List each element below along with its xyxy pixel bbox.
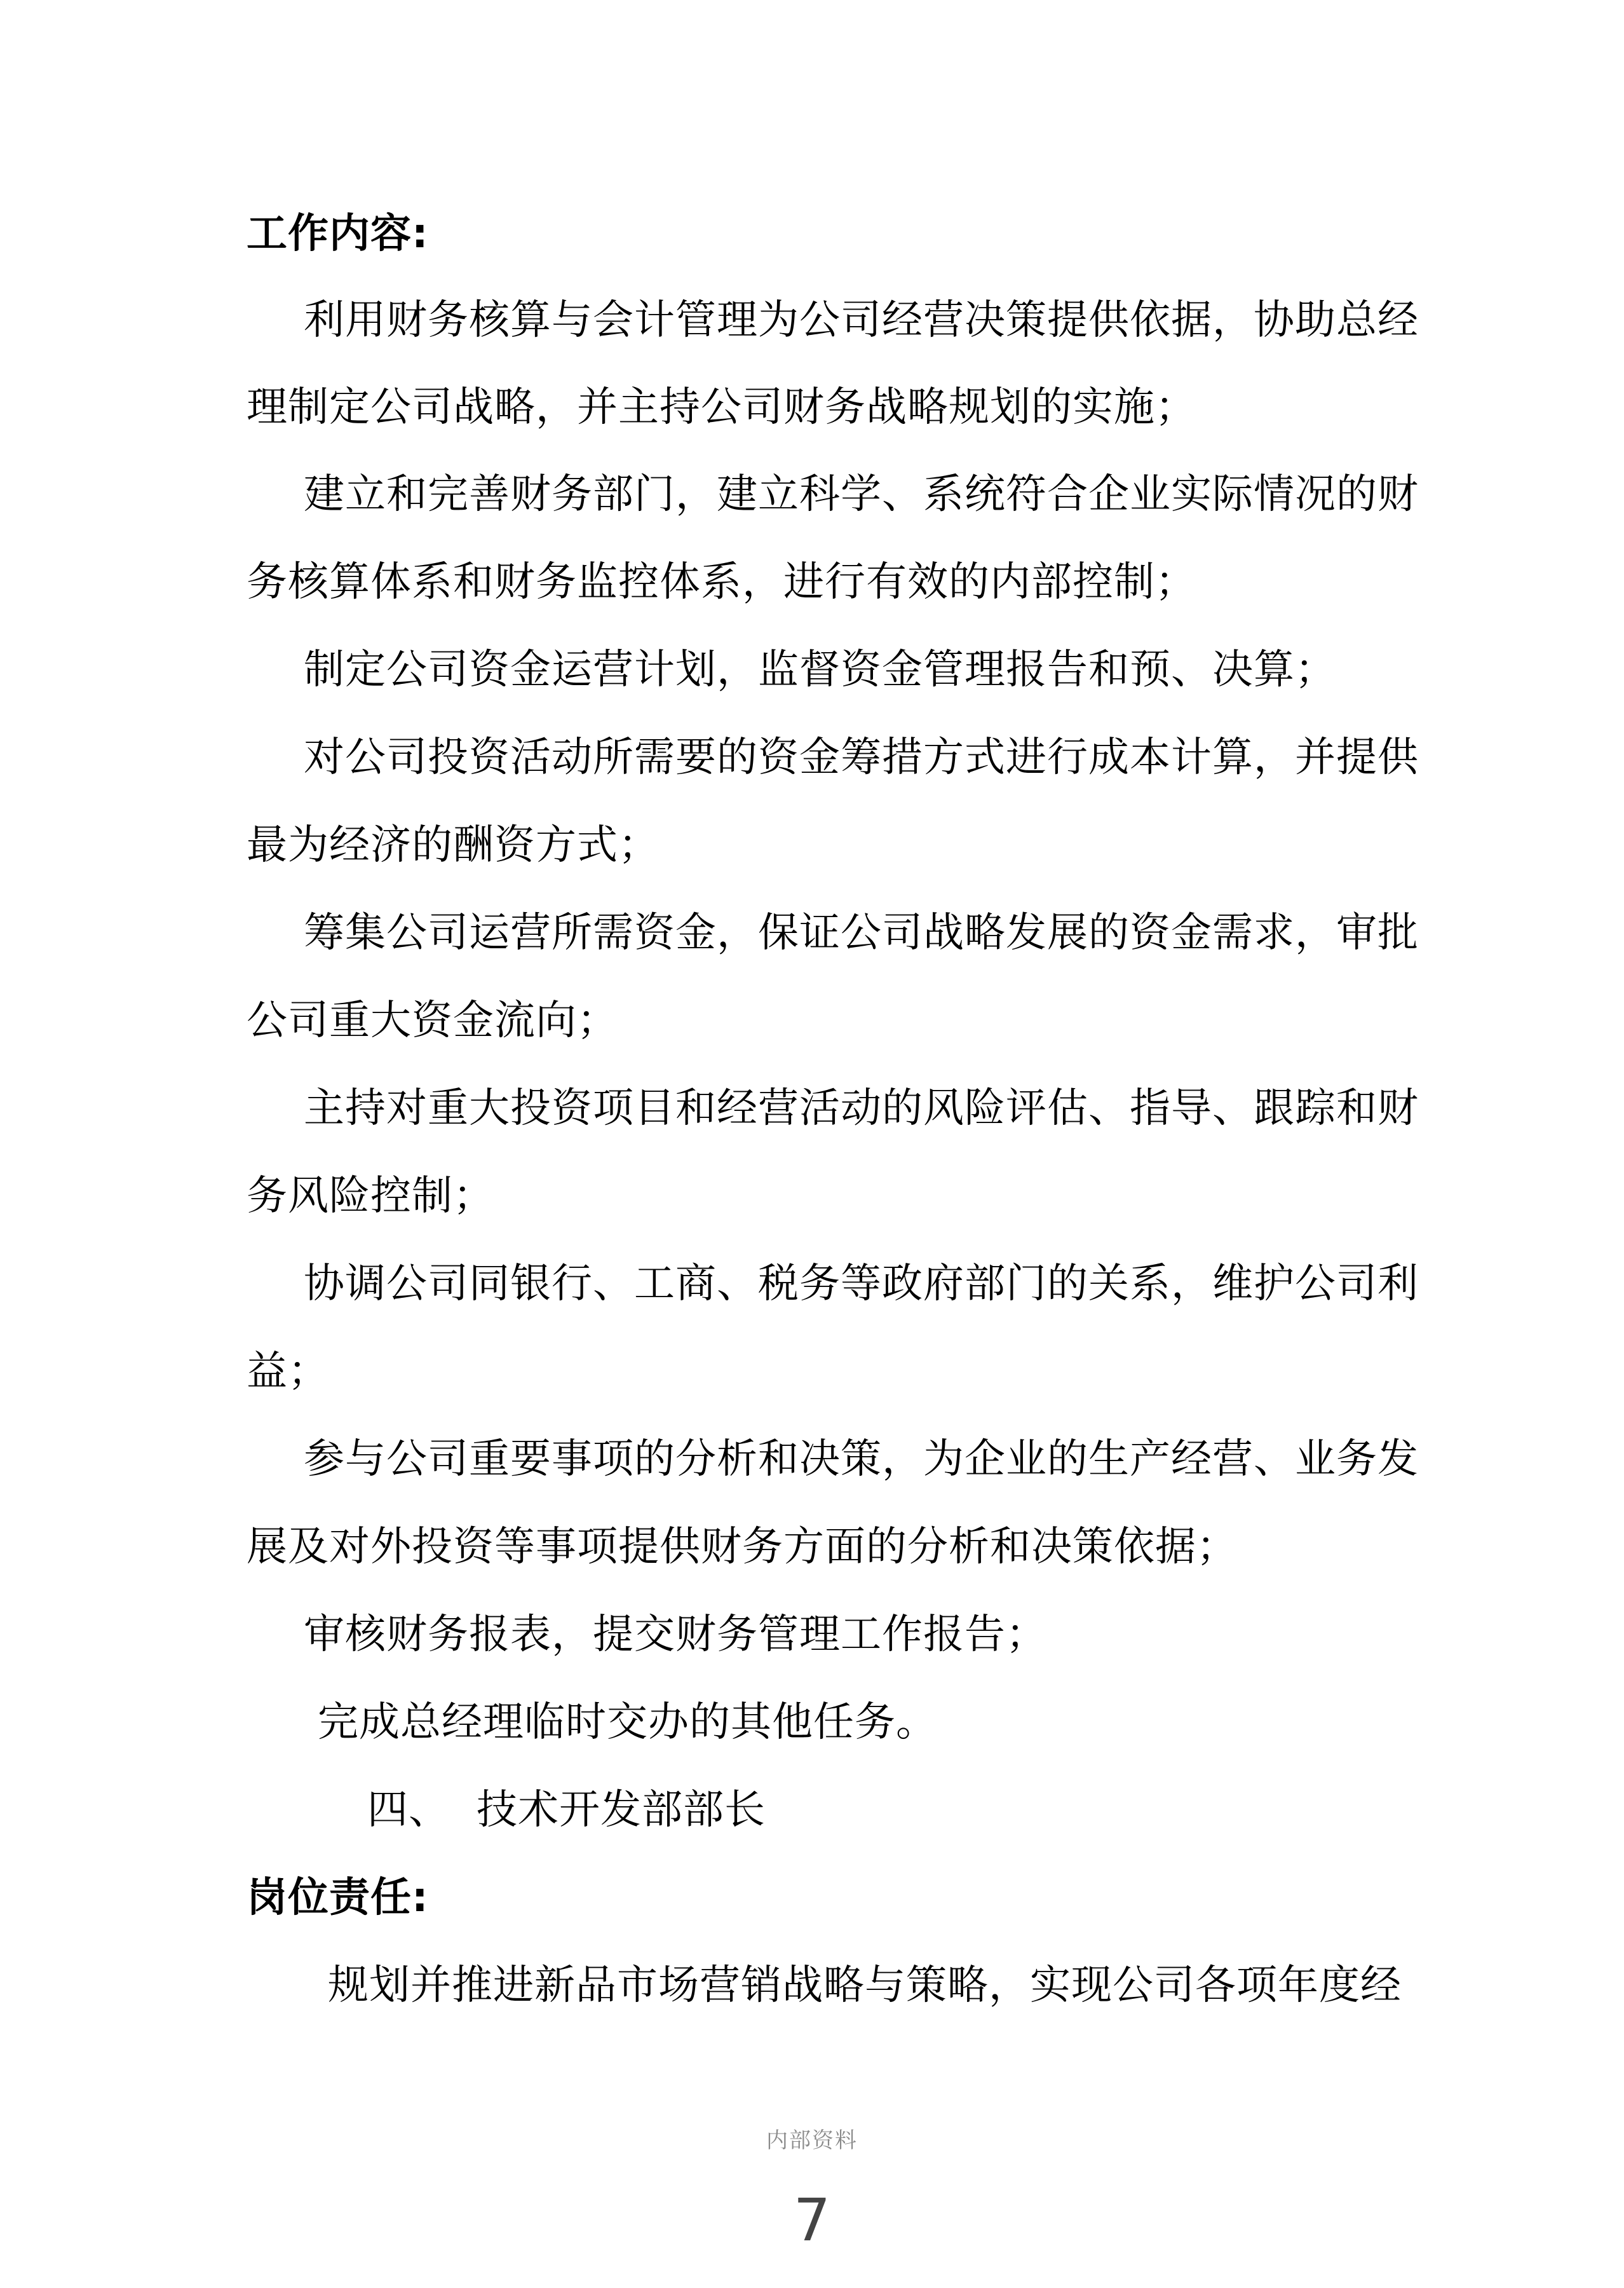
- paragraph-line: 理制定公司战略，并主持公司财务战略规划的实施；: [247, 384, 1196, 431]
- subsection-number: 四、: [367, 1787, 450, 1834]
- section-heading-work-content: 工作内容:: [247, 210, 429, 257]
- paragraph-line: 务风险控制；: [247, 1173, 494, 1220]
- paragraph-line: 协调公司同银行、工商、税务等政府部门的关系，维护公司利: [304, 1260, 1419, 1307]
- paragraph-line: 审核财务报表，提交财务管理工作报告；: [304, 1611, 1047, 1658]
- section-heading-job-responsibility: 岗位责任:: [247, 1874, 429, 1921]
- paragraph-line: 制定公司资金运营计划，监督资金管理报告和预、决算；: [304, 646, 1336, 693]
- footer-label: 内部资料: [766, 2128, 858, 2153]
- page-number: 7: [793, 2186, 831, 2254]
- paragraph-line: 益；: [247, 1348, 329, 1395]
- paragraph-line: 最为经济的酬资方式；: [247, 822, 660, 869]
- paragraph-line: 务核算体系和财务监控体系，进行有效的内部控制；: [247, 559, 1196, 606]
- paragraph-line: 展及对外投资等事项提供财务方面的分析和决策依据；: [247, 1523, 1238, 1570]
- paragraph-line: 筹集公司运营所需资金，保证公司战略发展的资金需求，审批: [304, 909, 1419, 957]
- paragraph-line: 公司重大资金流向；: [247, 997, 618, 1044]
- paragraph-line: 建立和完善财务部门，建立科学、系统符合企业实际情况的财: [304, 471, 1419, 518]
- paragraph-line: 规划并推进新品市场营销战略与策略，实现公司各项年度经: [328, 1962, 1402, 2009]
- paragraph-line: 利用财务核算与会计管理为公司经营决策提供依据，协助总经: [304, 297, 1419, 344]
- paragraph-line: 参与公司重要事项的分析和决策，为企业的生产经营、业务发: [304, 1436, 1419, 1483]
- paragraph-line: 主持对重大投资项目和经营活动的风险评估、指导、跟踪和财: [304, 1085, 1419, 1132]
- paragraph-line: 完成总经理临时交办的其他任务。: [318, 1699, 937, 1746]
- paragraph-line: 对公司投资活动所需要的资金筹措方式进行成本计算，并提供: [304, 734, 1419, 781]
- subsection-title: 技术开发部部长: [477, 1787, 766, 1834]
